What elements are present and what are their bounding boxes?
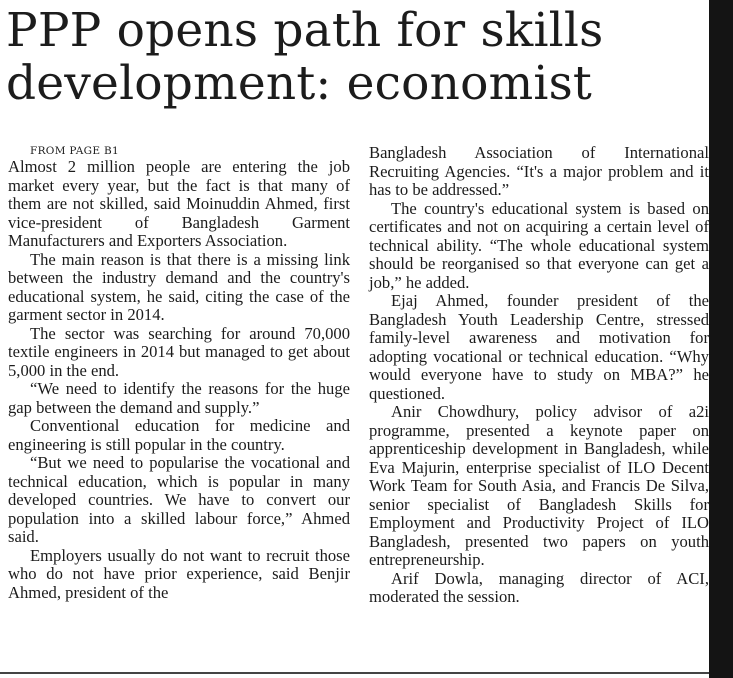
article-column-2: [369, 144, 709, 607]
paragraph: “But we need to popularise the vocational and technical education, which is popular in many developed countries. We have to convert our population into a skilled labour force,” Ahmed said.: [8, 453, 350, 546]
headline-line-2: development: economist: [6, 56, 593, 111]
paragraph: Conventional education for medicine and engineering is still popular in the country.: [8, 416, 350, 454]
headline: [6, 4, 706, 110]
paragraph: The country's educational system is based on certificates and not on acquiring a certain level of technical ability. “The whole educational system should be reorganised so that everyone can get a job,” he added.: [369, 198, 709, 292]
paragraph: Almost 2 million people are entering the job market every year, but the fact is that many of them are not skilled, said Moinuddin Ahmed, first vice-president of Bangladesh Garment Manufacturers and Exporters Association.: [8, 157, 350, 250]
paragraph: The main reason is that there is a missing link between the industry demand and the country's educational system, he said, citing the case of the garment sector in 2014.: [8, 249, 350, 324]
paragraph: “We need to identify the reasons for the huge gap between the demand and supply.”: [8, 379, 350, 417]
paragraph: Employers usually do not want to recruit those who do not have prior experience, said Benjir Ahmed, president of the: [8, 545, 350, 602]
paragraph: Anir Chowdhury, policy advisor of a2i programme, presented a keynote paper on apprenticeship development in Bangladesh, while Eva Majurin, enterprise specialist of ILO Decent Work Team for South Asia, and Francis De Silva, senior specialist of Bangladesh Skills for Employment and Productivity Project of ILO Bangladesh, presented two papers on youth entrepreneurship.: [369, 402, 709, 569]
paragraph: The sector was searching for around 70,000 textile engineers in 2014 but managed to get about 5,000 in the end.: [8, 323, 350, 380]
article-column-1: [8, 144, 350, 602]
paragraph: Arif Dowla, managing director of ACI, moderated the session.: [369, 568, 709, 606]
paragraph: Bangladesh Association of International Recruiting Agencies. “It's a major problem and it has to be addressed.”: [369, 143, 709, 199]
dateline: FROM PAGE B1: [30, 145, 119, 157]
bottom-rule: [0, 672, 709, 674]
headline-line-1: PPP opens path for skills: [6, 3, 604, 58]
page-edge-shadow: [709, 0, 733, 678]
paragraph: Ejaj Ahmed, founder president of the Bangladesh Youth Leadership Centre, stressed family-level awareness and motivation for adopting vocational or technical education. “Why would everyone have to study on MBA?” he questioned.: [369, 291, 709, 403]
